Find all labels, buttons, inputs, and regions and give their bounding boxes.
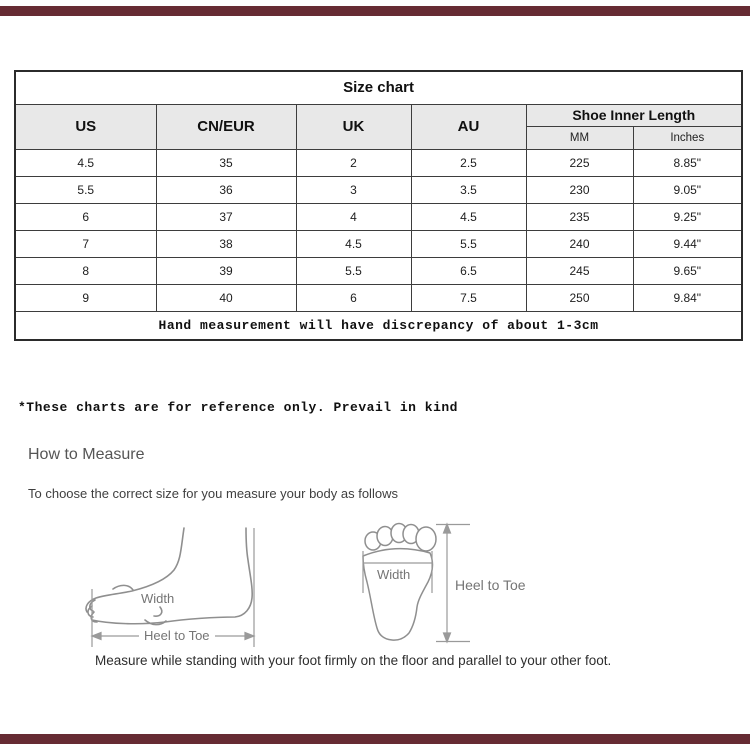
- cell-au: 4.5: [411, 203, 526, 230]
- cell-cn-eur: 35: [156, 149, 296, 176]
- cell-us: 5.5: [15, 176, 156, 203]
- cell-inches: 8.85": [633, 149, 742, 176]
- table-row: [15, 149, 742, 176]
- cell-cn-eur: 39: [156, 257, 296, 284]
- cell-uk: 5.5: [296, 257, 411, 284]
- cell-uk: 4: [296, 203, 411, 230]
- how-to-measure-heading: How to Measure: [28, 446, 145, 463]
- table-title-row: [15, 71, 742, 104]
- cell-mm: 250: [526, 284, 633, 311]
- col-header-mm: MM: [526, 126, 633, 149]
- col-header-inches: Inches: [633, 126, 742, 149]
- cell-inches: 9.44": [633, 230, 742, 257]
- table-row: [15, 257, 742, 284]
- measure-caption: Measure while standing with your foot firmly on the floor and parallel to your other foot.: [95, 653, 612, 668]
- col-header-shoe-inner-length: Shoe Inner Length: [526, 104, 742, 126]
- side-view-width-label: Width: [141, 591, 175, 606]
- cell-mm: 235: [526, 203, 633, 230]
- cell-mm: 240: [526, 230, 633, 257]
- side-view-heel-to-toe-label: Heel to Toe: [139, 629, 215, 643]
- table-footer-note: Hand measurement will have discrepancy of about 1-3cm: [15, 311, 742, 340]
- table-footer-row: [15, 311, 742, 340]
- cell-uk: 2: [296, 149, 411, 176]
- top-view-width-label: Width: [377, 567, 411, 582]
- how-to-measure-intro: To choose the correct size for you measure your body as follows: [28, 486, 398, 501]
- table-row: [15, 284, 742, 311]
- cell-cn-eur: 40: [156, 284, 296, 311]
- table-title: Size chart: [15, 71, 742, 104]
- cell-inches: 9.25": [633, 203, 742, 230]
- cell-cn-eur: 38: [156, 230, 296, 257]
- table-header-row: [15, 104, 742, 126]
- bottom-banner-strip: [0, 734, 750, 744]
- side-view-foot-sketch: [86, 528, 252, 625]
- cell-us: 6: [15, 203, 156, 230]
- cell-uk: 3: [296, 176, 411, 203]
- table-row: [15, 176, 742, 203]
- col-header-cn-eur: CN/EUR: [156, 104, 296, 149]
- table-row: [15, 230, 742, 257]
- cell-mm: 230: [526, 176, 633, 203]
- col-header-uk: UK: [296, 104, 411, 149]
- col-header-au: AU: [411, 104, 526, 149]
- cell-cn-eur: 37: [156, 203, 296, 230]
- col-header-us: US: [15, 104, 156, 149]
- cell-inches: 9.05": [633, 176, 742, 203]
- reference-note: *These charts are for reference only. Prevail in kind: [18, 400, 458, 415]
- cell-uk: 4.5: [296, 230, 411, 257]
- cell-inches: 9.84": [633, 284, 742, 311]
- cell-au: 3.5: [411, 176, 526, 203]
- cell-au: 2.5: [411, 149, 526, 176]
- cell-us: 7: [15, 230, 156, 257]
- size-chart-table: [14, 70, 743, 341]
- cell-mm: 245: [526, 257, 633, 284]
- table-row: [15, 203, 742, 230]
- top-banner-strip: [0, 6, 750, 16]
- cell-au: 5.5: [411, 230, 526, 257]
- cell-us: 4.5: [15, 149, 156, 176]
- cell-au: 6.5: [411, 257, 526, 284]
- cell-uk: 6: [296, 284, 411, 311]
- top-view-heel-to-toe-label: Heel to Toe: [455, 577, 526, 593]
- cell-au: 7.5: [411, 284, 526, 311]
- cell-cn-eur: 36: [156, 176, 296, 203]
- cell-us: 8: [15, 257, 156, 284]
- cell-mm: 225: [526, 149, 633, 176]
- cell-us: 9: [15, 284, 156, 311]
- cell-inches: 9.65": [633, 257, 742, 284]
